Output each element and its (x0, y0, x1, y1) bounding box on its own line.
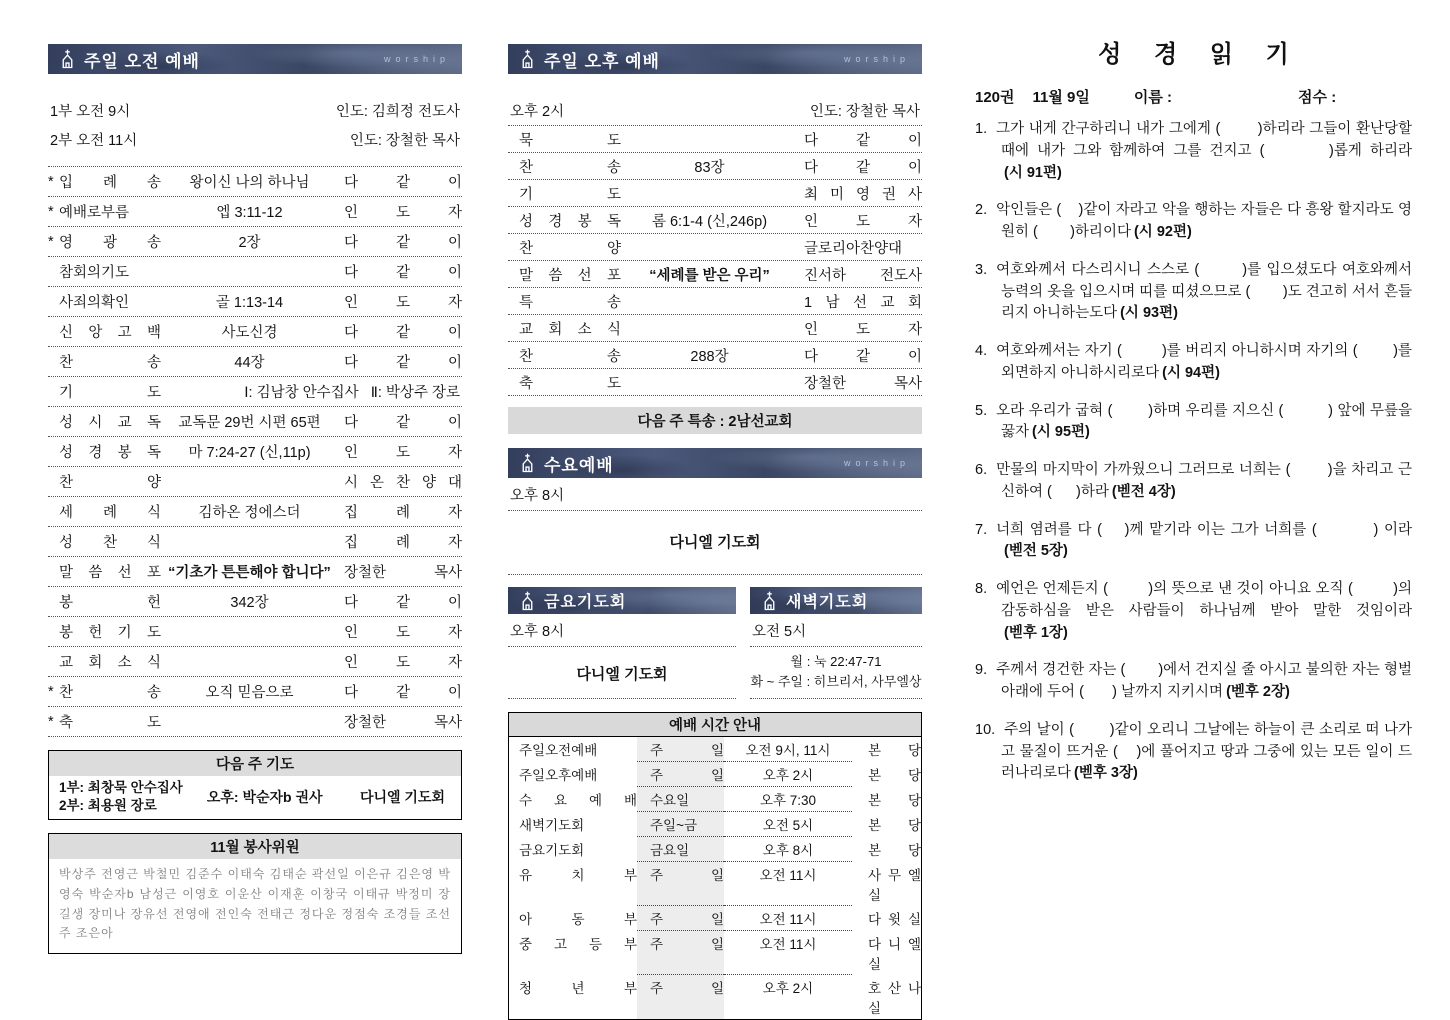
order-of-worship-row (48, 617, 462, 647)
order-item-label: 기 도 (59, 385, 161, 401)
bible-question (975, 579, 1412, 644)
order-item-label: 세 례 식 (59, 505, 161, 521)
service-time: 1부 오전 9시 (50, 104, 131, 120)
bible-question (975, 720, 1412, 785)
order-item-person: 집 례 자 (344, 535, 462, 551)
service-leader: 인도: 김희정 전도사 (335, 104, 460, 120)
order-item-label: 사죄의확인 (59, 295, 130, 311)
bible-question (975, 341, 1412, 385)
order-item-person: 다 같 이 (344, 595, 462, 611)
schedule-day: 금요일 (637, 837, 724, 862)
schedule-row (509, 975, 921, 1019)
order-of-worship-row (508, 369, 922, 396)
schedule-row (509, 931, 921, 975)
question-text: 오라 우리가 굽혀 ( )하며 우리를 지으신 ( ) 앞에 무릎을 꿇자 (996, 402, 1412, 441)
service-time: 오후 2시 (510, 104, 565, 120)
schedule-title: 예배 시간 안내 (509, 713, 921, 737)
schedule-place: 본 당 (868, 843, 921, 859)
order-item-label: 신 앙 고 백 (59, 325, 161, 341)
order-item-label: 특 송 (519, 294, 621, 311)
question-number: 9. (975, 662, 988, 679)
order-item-detail: Ⅰ: 김남창 안수집사 Ⅱ: 박상주 장로 (244, 385, 460, 401)
order-of-worship-row (48, 407, 462, 437)
question-number: 2. (975, 202, 988, 219)
service-time: 2부 오전 11시 (50, 133, 138, 149)
worship-schedule-table (508, 712, 922, 1020)
order-item-label: 찬 송 (59, 355, 161, 371)
order-item-person: 인 도 자 (804, 213, 922, 230)
question-number: 1. (975, 121, 988, 137)
order-item-label: 말 씀 선 포 (59, 565, 161, 581)
order-item-person: 다 같 이 (344, 235, 462, 251)
order-item-person: 진서하 전도사 (804, 267, 922, 284)
order-item-label: 묵 도 (519, 132, 621, 149)
schedule-service-name: 주일오후예배 (519, 768, 598, 784)
order-of-worship-row (508, 207, 922, 234)
worship-watermark: worship (383, 54, 450, 64)
church-icon (519, 452, 536, 474)
order-item-label: 성 시 교 독 (59, 415, 161, 431)
order-item-label: 말 씀 선 포 (519, 267, 621, 284)
order-of-worship-row (48, 317, 462, 347)
bible-question (975, 260, 1412, 325)
service-info-line (50, 96, 460, 125)
dawn-prayer-banner (750, 587, 922, 614)
order-item-detail: 골 1:13-14 (215, 295, 284, 311)
order-item-label: 축 도 (519, 375, 621, 392)
order-item-detail: 오직 믿음으로 (205, 685, 294, 701)
order-item-person: 집 례 자 (344, 505, 462, 521)
bible-question (975, 520, 1412, 564)
order-item-detail: 엡 3:11-12 (216, 205, 283, 221)
order-item-person: 다 같 이 (344, 355, 462, 371)
schedule-service-name: 수 요 예 배 (519, 793, 637, 809)
schedule-service-name: 아 동 부 (519, 912, 637, 928)
order-item-person: 다 같 이 (344, 325, 462, 341)
order-item-label: 찬 양 (519, 240, 621, 257)
order-of-worship-row (48, 527, 462, 557)
prayer-part1: 1부: 최창묵 안수집사 (59, 780, 183, 795)
order-item-detail: 288장 (690, 348, 729, 365)
order-item-person: 1 남 선 교 회 (804, 294, 922, 311)
prayer-part2: 2부: 최용원 장로 (59, 797, 157, 813)
schedule-rows (509, 737, 921, 1019)
afternoon-service-info (510, 96, 920, 125)
bible-question (975, 460, 1412, 504)
question-text: 너희 염려를 다 ( )께 맡기라 이는 그가 너희를 ( ) 이라 (996, 521, 1412, 538)
stand-marker: * (48, 683, 54, 700)
schedule-time: 오전 11시 (724, 931, 852, 975)
order-item-person: 다 같 이 (344, 175, 462, 191)
schedule-time: 오후 2시 (724, 762, 852, 787)
schedule-service-name: 유 치 부 (519, 868, 637, 884)
schedule-service-name: 금요기도회 (519, 843, 585, 859)
order-item-person: 인 도 자 (344, 625, 462, 641)
order-item-detail: 83장 (694, 159, 725, 176)
order-item-label: 찬 송 (519, 159, 621, 176)
bible-question (975, 660, 1412, 704)
stand-marker: * (48, 713, 54, 730)
bible-reading-meta (975, 86, 1412, 107)
next-week-prayer-title: 다음 주 기도 (49, 751, 461, 776)
order-of-worship-row (48, 557, 462, 587)
order-item-person: 인 도 자 (344, 205, 462, 221)
bible-question (975, 401, 1412, 445)
friday-dawn-row (508, 587, 922, 699)
question-text: 악인들은 ( )같이 자라고 악을 행하는 자들은 다 흥왕 할지라도 영원히 ( )하리이다 (996, 202, 1412, 240)
schedule-place: 다 윗 실 (868, 912, 921, 928)
schedule-place: 사 무 엘 실 (868, 868, 921, 904)
order-item-person: 다 같 이 (344, 265, 462, 281)
order-of-worship-row (48, 257, 462, 287)
afternoon-order-of-worship (508, 125, 922, 396)
order-of-worship-row (508, 315, 922, 342)
church-icon (519, 590, 536, 612)
volunteers-names: 박상주 전영근 박철민 김준수 이태숙 김태순 곽선일 이은규 김은영 박영숙 박순자b 남성근 이영호 이운산 이재훈 이창국 이태규 박정미 장길생 장미나 장유선 전영애 전인숙 전태근 정다운 정점숙 조경들 조선주 조은아 (59, 867, 451, 941)
banner-title: 주일 오전 예배 (84, 51, 200, 71)
order-of-worship-row (48, 227, 462, 257)
order-item-detail: 왕이신 나의 하나님 (189, 175, 310, 191)
scripture-reference: (시 92편) (1133, 224, 1192, 240)
order-item-detail: 교독문 29번 시편 65편 (178, 415, 321, 431)
dawn-time: 오전 5시 (750, 614, 922, 647)
service-leader: 인도: 장철한 목사 (349, 133, 460, 149)
dawn-reading-line: 화 ~ 주일 : 히브리서, 사무엘상 (750, 674, 922, 690)
question-number: 10. (975, 721, 996, 738)
order-item-detail: 342장 (230, 595, 269, 611)
question-text: 여호와께서는 자기 ( )를 버리지 아니하시며 자기의 ( )를 외면하지 아니하시리로다 (996, 343, 1412, 381)
order-of-worship-row (508, 153, 922, 180)
order-item-person: 인 도 자 (344, 295, 462, 311)
afternoon-worship-banner (508, 44, 922, 74)
question-text: 주께서 경건한 자는 ( )에서 건지실 줄 아시고 불의한 자는 형벌 아래에 두어 ( ) 날까지 지키시며 (996, 662, 1412, 700)
order-of-worship-row (508, 288, 922, 315)
schedule-time: 오전 11시 (724, 906, 852, 931)
order-item-detail: 롬 6:1-4 (신,246p) (651, 213, 768, 230)
order-item-person: 시 온 찬 양 대 (344, 475, 462, 491)
order-item-label: 축 도 (59, 715, 161, 731)
order-of-worship-row (48, 437, 462, 467)
schedule-place: 다 니 엘 실 (868, 937, 921, 973)
schedule-row (509, 862, 921, 906)
banner-title: 새벽기도회 (786, 594, 869, 611)
order-item-person: 다 같 이 (804, 348, 922, 365)
order-item-person: 인 도 자 (344, 655, 462, 671)
scripture-reference: (시 94편) (1162, 364, 1220, 381)
bible-reading-title: 성 경 읽 기 (1098, 41, 1302, 68)
question-number: 5. (975, 402, 988, 419)
schedule-service-name: 새벽기도회 (519, 818, 585, 834)
order-item-person: 인 도 자 (344, 445, 462, 461)
order-of-worship-row (508, 261, 922, 288)
dawn-prayer-section (750, 587, 922, 699)
stand-marker: * (48, 203, 54, 220)
wednesday-time: 오후 8시 (508, 478, 922, 511)
next-week-prayer-content (49, 776, 461, 819)
order-of-worship-row (48, 497, 462, 527)
church-icon (761, 590, 778, 612)
friday-time: 오후 8시 (508, 614, 736, 647)
order-item-person: 다 같 이 (804, 132, 922, 149)
question-number: 7. (975, 521, 988, 538)
schedule-time: 오후 7:30 (724, 787, 852, 812)
question-text: 예언은 언제든지 ( )의 뜻으로 낸 것이 아니요 오직 ( )의 감동하심을 받은 사람들이 하나님께 받아 말한 것임이라 (996, 581, 1412, 619)
order-item-detail: 김하온 정에스더 (198, 505, 301, 521)
order-item-label: 찬 송 (519, 348, 621, 365)
schedule-day: 주 일 (637, 975, 724, 1019)
stand-marker: * (48, 233, 54, 250)
order-item-detail: “세례를 받은 우리” (649, 267, 770, 284)
order-item-label: 봉 헌 (59, 595, 161, 611)
morning-worship-section (48, 44, 462, 954)
order-item-label: 성 경 봉 독 (519, 213, 621, 230)
scripture-reference: (벧후 3장) (1074, 765, 1138, 782)
banner-title: 주일 오후 예배 (544, 51, 660, 71)
schedule-row (509, 812, 921, 837)
question-text: 여호와께서 다스리시니 스스로 ( )를 입으셨도다 여호와께서 능력의 옷을 입으시며 띠를 띠셨으므로 ( )도 견고히 서서 흔들리지 아니하는도다 (996, 261, 1412, 322)
schedule-place: 본 당 (868, 743, 921, 759)
dawn-reading-line: 월 : 눅 22:47-71 (790, 654, 882, 669)
name-label: 이름 : (1133, 89, 1173, 106)
church-icon (59, 48, 76, 70)
prayer-part-1-2 (59, 779, 183, 814)
order-item-label: 입 례 송 (59, 175, 161, 191)
order-of-worship-row (508, 180, 922, 207)
question-number: 4. (975, 343, 988, 359)
order-item-label: 찬 양 (59, 475, 161, 491)
order-item-label: 기 도 (519, 186, 621, 203)
order-item-detail: “기초가 튼튼해야 합니다” (168, 565, 331, 581)
question-number: 3. (975, 261, 988, 278)
worship-watermark: worship (843, 54, 910, 64)
schedule-day: 주 일 (637, 931, 724, 975)
friday-prayer-section (508, 587, 736, 699)
scripture-reference: (시 95편) (1032, 424, 1090, 441)
morning-order-of-worship (48, 166, 462, 737)
schedule-place: 본 당 (868, 768, 921, 784)
order-item-label: 성 찬 식 (59, 535, 161, 551)
schedule-day: 주 일 (637, 906, 724, 931)
schedule-service-name: 주일오전예배 (519, 743, 598, 759)
order-item-person: 글로리아찬양대 (804, 240, 903, 257)
volunteers-box (48, 833, 462, 954)
question-text: 만물의 마지막이 가까웠으니 그러므로 너희는 ( )을 차리고 근신하여 ( )하라 (996, 462, 1412, 500)
schedule-day: 주 일 (637, 862, 724, 906)
question-number: 6. (975, 462, 988, 478)
order-item-label: 봉 헌 기 도 (59, 625, 161, 641)
schedule-time: 오전 11시 (724, 862, 852, 906)
dawn-content (750, 647, 922, 699)
order-item-person: 인 도 자 (804, 321, 922, 338)
next-week-special-song: 다음 주 특송 : 2남선교회 (508, 407, 922, 434)
banner-title: 금요기도회 (544, 594, 627, 611)
order-item-person: 장철한 목사 (344, 565, 462, 581)
order-of-worship-row (48, 197, 462, 227)
schedule-time: 오후 8시 (724, 837, 852, 862)
schedule-day: 주 일 (637, 737, 724, 762)
service-info-line (50, 125, 460, 154)
order-item-person: 다 같 이 (344, 685, 462, 701)
scripture-reference: (시 91편) (1004, 164, 1062, 181)
bible-questions (975, 119, 1412, 785)
order-item-label: 참회의기도 (59, 265, 130, 281)
schedule-row (509, 737, 921, 762)
schedule-time: 오전 5시 (724, 812, 852, 837)
order-of-worship-row (48, 647, 462, 677)
order-item-detail: 마 7:24-27 (신,11p) (188, 445, 311, 461)
schedule-day: 주일~금 (637, 812, 724, 837)
order-item-detail: 사도신경 (221, 325, 278, 341)
friday-prayer-banner (508, 587, 736, 614)
order-of-worship-row (508, 234, 922, 261)
stand-marker: * (48, 173, 54, 190)
score-label: 점수 : (1298, 89, 1337, 106)
order-item-person: 다 같 이 (804, 159, 922, 176)
wednesday-content: 다니엘 기도회 (508, 511, 922, 575)
schedule-row (509, 906, 921, 931)
wednesday-worship-banner (508, 448, 922, 478)
scripture-reference: (시 93편) (1120, 305, 1178, 322)
schedule-service-name: 중 고 등 부 (519, 937, 637, 953)
schedule-row (509, 837, 921, 862)
order-item-label: 교 회 소 식 (519, 321, 621, 338)
question-text: 그가 내게 간구하리니 내가 그에게 ( )하리라 그들이 환난당할 때에 내가 그와 함께하여 그를 건지고 ( )롭게 하리라 (996, 121, 1412, 159)
schedule-day: 수요일 (637, 787, 724, 812)
schedule-place: 본 당 (868, 793, 921, 809)
order-of-worship-row (508, 126, 922, 153)
order-item-label: 성 경 봉 독 (59, 445, 161, 461)
service-leader: 인도: 장철한 목사 (809, 104, 920, 120)
order-of-worship-row (48, 347, 462, 377)
schedule-row (509, 762, 921, 787)
schedule-service-name: 청 년 부 (519, 981, 637, 997)
afternoon-and-weekday-section (508, 44, 922, 1020)
scripture-reference: (벧후 2장) (1226, 684, 1290, 700)
order-of-worship-row (48, 167, 462, 197)
schedule-time: 오전 9시, 11시 (724, 737, 852, 762)
question-text: 주의 날이 ( )같이 오리니 그날에는 하늘이 큰 소리로 떠 나가고 물질이 뜨거운 ( )에 풀어지고 땅과 그중에 있는 모든 일이 드러나리로다 (1001, 721, 1412, 782)
order-item-label: 영 광 송 (59, 235, 161, 251)
order-of-worship-row (48, 587, 462, 617)
question-number: 8. (975, 581, 988, 597)
order-of-worship-row (48, 377, 462, 407)
schedule-row (509, 787, 921, 812)
order-item-person: 장철한 목사 (804, 375, 922, 392)
volume-label: 120권 (975, 89, 1015, 106)
worship-watermark: worship (843, 458, 910, 468)
bible-question (975, 200, 1412, 244)
friday-content: 다니엘 기도회 (508, 647, 736, 699)
order-of-worship-row (48, 467, 462, 497)
prayer-afternoon: 오후: 박순자b 권사 (206, 788, 323, 805)
order-of-worship-row (48, 707, 462, 737)
scripture-reference: (벧후 1장) (1004, 624, 1068, 641)
order-of-worship-row (48, 677, 462, 707)
bible-question (975, 119, 1412, 184)
order-item-person: 다 같 이 (344, 415, 462, 431)
schedule-place: 본 당 (868, 818, 921, 834)
church-icon (519, 48, 536, 70)
order-item-label: 예배로부름 (59, 205, 130, 221)
prayer-daniel: 다니엘 기도회 (359, 788, 445, 805)
order-item-detail: 44장 (234, 355, 265, 371)
schedule-day: 주 일 (637, 762, 724, 787)
order-item-person: 최 미 영 권 사 (804, 186, 922, 203)
morning-worship-banner (48, 44, 462, 74)
schedule-place: 호 산 나 실 (868, 981, 921, 1017)
schedule-time: 오후 2시 (762, 981, 814, 997)
scripture-reference: (벧전 4장) (1111, 483, 1176, 500)
order-of-worship-row (508, 342, 922, 369)
volunteers-title: 11월 봉사위원 (49, 834, 461, 859)
order-item-label: 교 회 소 식 (59, 655, 161, 671)
order-of-worship-row (48, 287, 462, 317)
next-week-prayer-box (48, 750, 462, 820)
bible-reading-section (975, 34, 1412, 801)
scripture-reference: (벧전 5장) (1004, 543, 1068, 560)
order-item-person: 장철한 목사 (344, 715, 462, 731)
order-item-detail: 2장 (238, 235, 261, 251)
banner-title: 수요예배 (544, 455, 614, 475)
order-item-label: 찬 송 (59, 685, 161, 701)
date-label: 11월 9일 (1032, 89, 1090, 106)
morning-service-info (50, 96, 460, 154)
